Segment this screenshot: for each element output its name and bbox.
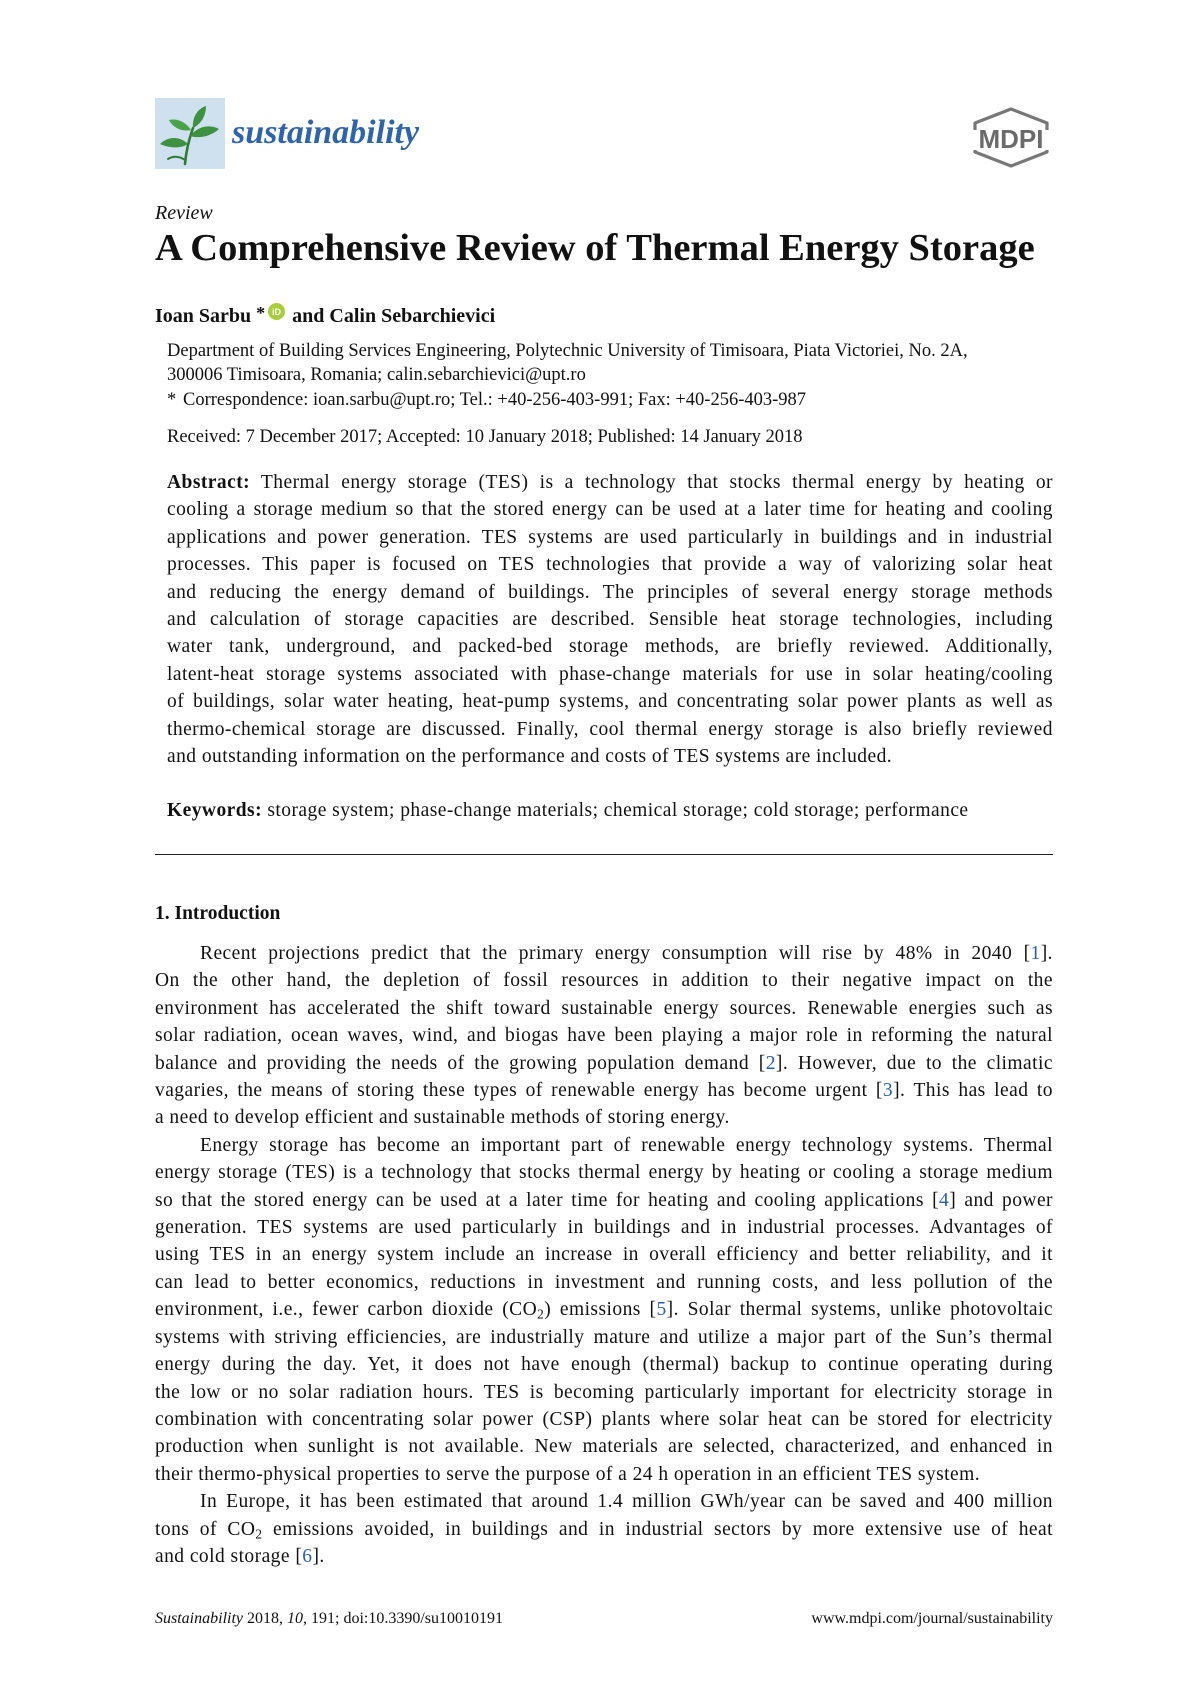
body-line: production when sunlight is not available. New materials are selected, characterized, and enhanced in — [155, 1436, 1053, 1458]
correspondence-mark: * — [167, 390, 177, 410]
orcid-icon[interactable] — [268, 303, 285, 320]
citation-link[interactable]: 2 — [765, 1052, 776, 1074]
keywords-line: Keywords: storage system; phase-change materials; chemical storage; cold storage; performance — [167, 800, 969, 821]
abstract-line: thermo-chemical storage are discussed. Finally, cool thermal energy storage is also briefly reviewed — [167, 718, 1053, 740]
abstract-line: and calculation of storage capacities are described. Sensible heat storage technologies, including — [167, 609, 1053, 631]
subscript: 2 — [255, 1526, 263, 1542]
footer-url: www.mdpi.com/journal/sustainability — [811, 1610, 1053, 1627]
body-line: environment has accelerated the shift toward sustainable energy sources. Renewable energies such as — [155, 997, 1053, 1019]
bold-label: Keywords: — [167, 800, 263, 821]
citation-link[interactable]: 4 — [939, 1189, 950, 1211]
affiliation — [167, 339, 968, 387]
body-line: tons of $CO_2$ emissions avoided, in buildings and in industrial sectors by more extensive use of heat — [155, 1518, 1053, 1542]
paper-title: A Comprehensive Review of Thermal Energy Storage — [155, 227, 1035, 269]
body-line: and cold storage [6]. — [155, 1545, 325, 1567]
journal-logo-icon — [155, 98, 225, 169]
abstract-line: processes. This paper is focused on TES technologies that provide a way of valorizing solar heat — [167, 554, 1053, 576]
abstract-line: Abstract: Thermal energy storage (TES) is a technology that stocks thermal energy by heating or — [167, 472, 1053, 493]
body-line: In Europe, it has been estimated that around 1.4 million GWh/year can be saved and 400 million — [200, 1491, 1053, 1513]
journal-name: sustainability — [232, 114, 420, 151]
citation-link[interactable]: 1 — [1030, 943, 1041, 964]
body-line: Recent projections predict that the primary energy consumption will rise by 48% in 2040 [1]. — [200, 943, 1053, 964]
citation-link[interactable]: 5 — [656, 1299, 667, 1321]
article-type: Review — [155, 202, 213, 224]
body-line: Energy storage has become an important part of renewable energy technology systems. Thermal — [200, 1134, 1053, 1156]
citation-link[interactable]: 6 — [302, 1545, 313, 1567]
abstract-line: latent-heat storage systems associated with phase-change materials for use in solar heating/cooling — [167, 663, 1053, 685]
body-line: so that the stored energy can be used at a later time for heating and cooling applications [4] and power — [155, 1189, 1053, 1211]
abstract-line: applications and power generation. TES systems are used particularly in buildings and in industrial — [167, 526, 1053, 548]
body-line: energy storage (TES) is a technology that stocks thermal energy by heating or cooling a storage medium — [155, 1162, 1053, 1184]
italic-text: 10 — [287, 1610, 303, 1627]
affiliation-line: 300006 Timisoara, Romania; calin.sebarchievici@upt.ro — [167, 365, 586, 385]
paragraph — [155, 940, 1053, 1132]
body-line: a need to develop efficient and sustainable methods of storing energy. — [155, 1107, 730, 1129]
publisher-logo — [966, 106, 1056, 170]
affiliation-line: Department of Building Services Engineering, Polytechnic University of Timisoara, Piata Victoriei, No. 2A, — [167, 341, 968, 361]
author-list — [155, 302, 495, 330]
body-line: systems with striving efficiencies, are industrially mature and utilize a major part of the Sun’s thermal — [155, 1326, 1053, 1348]
keywords — [167, 797, 1053, 824]
subscript: 2 — [537, 1306, 545, 1322]
section-heading: 1. Introduction — [155, 903, 281, 924]
author-name: Calin Sebarchievici — [329, 305, 496, 327]
body-line: can lead to better economics, reductions in investment and running costs, and less pollution of the — [155, 1271, 1053, 1293]
body-line: combination with concentrating solar power (CSP) plants where solar heat can be stored for electricity — [155, 1408, 1053, 1430]
correspondence — [167, 388, 806, 412]
bold-label: Abstract: — [167, 472, 251, 493]
body-line: their thermo-physical properties to serve the purpose of a 24 h operation in an efficient TES system. — [155, 1463, 981, 1485]
body-line: solar radiation, ocean waves, wind, and biogas have been playing a major role in reforming the natural — [155, 1025, 1053, 1047]
publication-dates: Received: 7 December 2017; Accepted: 10 January 2018; Published: 14 January 2018 — [167, 427, 803, 447]
body-line: balance and providing the needs of the growing population demand [2]. However, due to the climatic — [155, 1052, 1053, 1074]
body-line: generation. TES systems are used particularly in buildings and in industrial processes. Advantages of — [155, 1217, 1053, 1239]
author-connector: and — [292, 305, 325, 327]
corresponding-author-mark: * — [256, 303, 266, 323]
citation-link[interactable]: 3 — [882, 1080, 894, 1102]
abstract-line: cooling a storage medium so that the stored energy can be used at a later time for heating and cooling — [167, 499, 1053, 521]
abstract-line: water tank, underground, and packed-bed storage methods, are briefly reviewed. Additionally, — [167, 636, 1053, 658]
abstract-line: and outstanding information on the performance and costs of TES systems are included. — [167, 746, 893, 768]
abstract-line: of buildings, solar water heating, heat-pump systems, and concentrating solar power plants as well as — [167, 691, 1053, 713]
italic-text: Sustainability — [155, 1610, 243, 1627]
body-line: using TES in an energy system include an increase in overall efficiency and better reliability, and it — [155, 1244, 1053, 1266]
section-divider — [155, 854, 1053, 855]
author-name: Ioan Sarbu — [155, 305, 252, 327]
paragraph — [155, 1488, 1053, 1570]
abstract-line: and reducing the energy demand of buildings. The principles of several energy storage methods — [167, 581, 1053, 603]
paragraph — [155, 1132, 1053, 1488]
orcid-badge-text: iD — [272, 307, 282, 317]
body-line: energy during the day. Yet, it does not have enough (thermal) backup to continue operating during — [155, 1354, 1053, 1376]
body-line: vagaries, the means of storing these types of renewable energy has become urgent [3]. This has lead to — [155, 1080, 1053, 1102]
footer-citation: Sustainability 2018, 10, 191; doi:10.3390/su10010191 — [155, 1610, 504, 1627]
body-line: the low or no solar radiation hours. TES is becoming particularly important for electricity storage in — [155, 1381, 1053, 1403]
section-body — [155, 940, 1053, 1570]
body-line: On the other hand, the depletion of fossil resources in addition to their negative impact on the — [155, 970, 1053, 992]
body-line: environment, i.e., fewer carbon dioxide $(CO_2)$ emissions [5]. Solar thermal systems, unlike photovoltaic — [155, 1299, 1053, 1322]
publisher-logo-text: MDPI — [978, 124, 1044, 154]
abstract — [167, 469, 1053, 770]
correspondence-text: Correspondence: ioan.sarbu@upt.ro; Tel.: +40-256-403-991; Fax: +40-256-403-987 — [183, 390, 807, 410]
